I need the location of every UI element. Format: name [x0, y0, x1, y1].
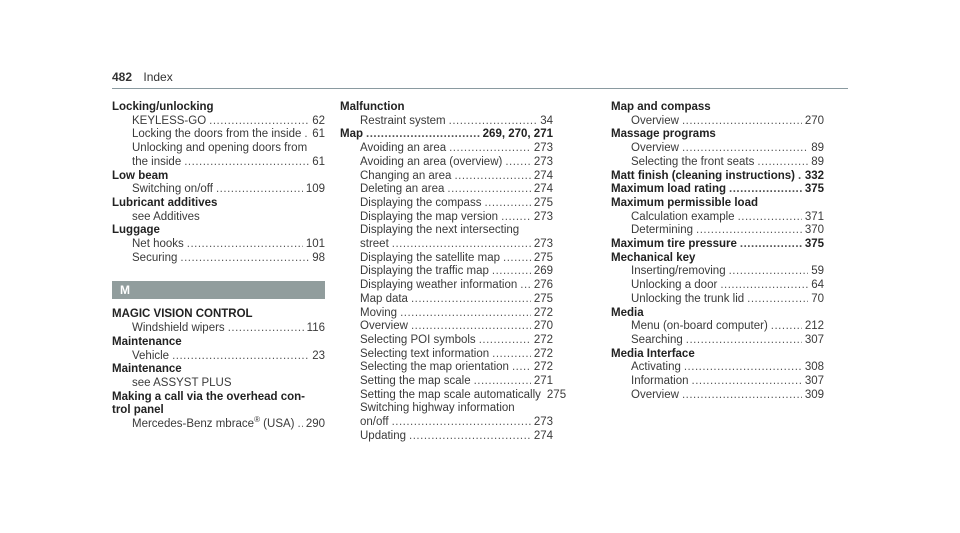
dot-leader [740, 238, 802, 252]
index-heading: Lubricant additives [112, 196, 218, 209]
index-column-2 [340, 101, 567, 444]
index-subentry [611, 142, 824, 156]
entry-text [360, 211, 498, 225]
dot-leader [228, 322, 304, 336]
page-reference: 116 [306, 322, 325, 335]
dot-leader [686, 334, 802, 348]
entry-label: Locking the doors from the inside [132, 128, 302, 141]
dot-leader [520, 279, 531, 293]
entry-label: Inserting/removing [631, 265, 726, 278]
entry-label: Changing an area [360, 169, 452, 182]
entry-text [631, 142, 679, 156]
index-subentry [340, 197, 553, 211]
index-subentry [611, 293, 824, 307]
index-see-reference: see Additives [132, 210, 200, 223]
dot-leader [447, 183, 530, 197]
dot-leader [400, 307, 531, 321]
entry-text [360, 334, 476, 348]
index-subentry [340, 361, 553, 375]
entry-label: Overview [631, 142, 679, 155]
dot-leader [738, 211, 802, 225]
page-reference: 275 [546, 388, 567, 401]
entry-label: Selecting the map orientation [360, 361, 509, 374]
page-reference: 274 [533, 169, 553, 182]
entry-text [360, 156, 502, 170]
index-subentry [611, 224, 824, 238]
index-subentry [112, 115, 325, 129]
page-reference: 290 [305, 418, 325, 431]
entry-label: Map [340, 128, 363, 141]
page-reference: 272 [533, 347, 553, 360]
page-reference: 70 [811, 292, 824, 305]
dot-leader [454, 170, 530, 184]
page-reference: 61 [312, 155, 325, 168]
index-subentry [340, 170, 553, 184]
page-reference: 270 [804, 114, 824, 127]
entry-label: Map data [360, 292, 408, 305]
entry-text [360, 320, 408, 334]
page-reference: 275 [533, 251, 553, 264]
index-heading: Maintenance [112, 335, 182, 348]
entry-label: Restraint system [360, 114, 446, 127]
entry-text [631, 334, 683, 348]
page-reference: 273 [533, 238, 553, 251]
entry-label: Avoiding an area [360, 142, 447, 155]
entry-label: KEYLESS-GO [132, 114, 207, 127]
page-reference: 271 [533, 375, 553, 388]
entry-text [631, 211, 735, 225]
page-reference: 269, 270, 271 [482, 128, 553, 141]
index-heading: Making a call via the overhead con- [112, 390, 306, 403]
entry-text [360, 197, 481, 211]
entry-text [132, 322, 225, 336]
page-reference: 23 [312, 349, 325, 362]
entry-label: Unlocking a door [631, 279, 718, 292]
entry-text [360, 142, 446, 156]
index-subentry [340, 279, 553, 293]
entry-label: Determining [631, 224, 693, 237]
entry-text [132, 252, 177, 266]
page-reference: 272 [533, 333, 553, 346]
index-subentry-text: Unlocking and opening doors from [132, 142, 308, 155]
index-heading: Media [611, 306, 644, 319]
page-reference: 309 [804, 388, 824, 401]
section-letter-bar: M [112, 281, 325, 299]
dot-leader [409, 430, 531, 444]
index-subentry [112, 322, 325, 336]
entry-text [360, 279, 517, 293]
entry-label: Moving [360, 306, 398, 319]
entry-text [631, 156, 754, 170]
entry-text [631, 279, 717, 293]
entry-label: Windshield wipers [132, 322, 225, 335]
page-reference: 275 [533, 292, 553, 305]
entry-label: Displaying weather information [360, 279, 518, 292]
entry-label: Setting the map scale automatically [360, 388, 541, 401]
index-subentry [112, 350, 325, 364]
entry-label: Setting the map scale [360, 375, 471, 388]
page-reference: 212 [804, 320, 824, 333]
page-reference: 272 [533, 361, 553, 374]
entry-text [631, 375, 689, 389]
entry-text [360, 416, 389, 430]
entry-label: Overview [631, 114, 679, 127]
index-subentry [340, 115, 553, 129]
entry-label: Vehicle [132, 349, 170, 362]
index-subentry [340, 334, 553, 348]
entry-label: the inside [132, 155, 182, 168]
entry-label: Overview [631, 388, 679, 401]
page-reference: 64 [811, 279, 824, 292]
entry-text [360, 389, 541, 403]
dot-leader [729, 265, 809, 279]
page-header [112, 70, 173, 84]
entry-text [631, 115, 679, 129]
dot-leader [479, 334, 531, 348]
entry-text [360, 348, 489, 362]
entry-text [631, 361, 681, 375]
dot-leader [503, 252, 531, 266]
index-subentry [112, 128, 325, 142]
index-subentry [340, 211, 553, 225]
entry-label: Unlocking the trunk lid [631, 292, 745, 305]
page-reference: 371 [804, 210, 824, 223]
page-reference: 307 [804, 333, 824, 346]
entry-label: Maximum load rating [611, 183, 727, 196]
entry-text [132, 156, 181, 170]
dot-leader [411, 293, 531, 307]
index-subentry [340, 238, 553, 252]
entry-label: Mercedes-Benz mbrace [132, 418, 255, 431]
index-subentry [340, 252, 553, 266]
dot-leader [209, 115, 309, 129]
page-reference: 89 [811, 142, 824, 155]
index-subentry [611, 156, 824, 170]
index-column-1 [112, 101, 325, 432]
entry-label: Securing [132, 251, 178, 264]
dot-leader [492, 265, 531, 279]
entry-label: Selecting POI symbols [360, 333, 476, 346]
dot-leader [172, 350, 309, 364]
dot-leader [682, 115, 802, 129]
index-subentry [340, 265, 553, 279]
page-reference: 275 [533, 196, 553, 209]
entry-text [631, 320, 768, 334]
entry-label: Information [631, 375, 689, 388]
dot-leader [720, 279, 808, 293]
entry-text [611, 183, 726, 197]
entry-label: Calculation example [631, 210, 735, 223]
index-subentry [340, 416, 553, 430]
entry-text [611, 170, 795, 184]
header-divider [112, 88, 848, 89]
page-reference: 89 [811, 155, 824, 168]
page-reference: 273 [533, 416, 553, 429]
index-see-reference: see ASSYST PLUS [132, 376, 232, 389]
entry-label-suffix: (USA) [259, 418, 295, 431]
page-reference: 370 [804, 224, 824, 237]
entry-label: Activating [631, 361, 681, 374]
index-heading: Media Interface [611, 347, 695, 360]
entry-label: Selecting the front seats [631, 155, 755, 168]
page-reference: 270 [533, 320, 553, 333]
entry-text [611, 238, 737, 252]
index-subentry [340, 430, 553, 444]
index-subentry [611, 279, 824, 293]
dot-leader [474, 375, 531, 389]
index-subentry [340, 142, 553, 156]
dot-leader [297, 418, 302, 432]
dot-leader [366, 128, 480, 142]
index-column-3 [611, 101, 824, 402]
dot-leader [505, 156, 530, 170]
dot-leader [682, 389, 802, 403]
page-reference: 375 [804, 238, 824, 251]
index-heading: MAGIC VISION CONTROL [112, 308, 253, 321]
entry-label: Displaying the compass [360, 196, 482, 209]
dot-leader [696, 224, 802, 238]
dot-leader [729, 183, 802, 197]
index-subentry [611, 320, 824, 334]
dot-leader [392, 238, 531, 252]
entry-label: Maximum tire pressure [611, 238, 737, 251]
page-reference: 34 [540, 114, 553, 127]
dot-leader [449, 115, 538, 129]
page-reference: 274 [533, 183, 553, 196]
index-heading-with-page [611, 170, 824, 184]
index-heading: Low beam [112, 169, 169, 182]
entry-label: Displaying the traffic map [360, 265, 489, 278]
dot-leader [492, 348, 531, 362]
index-subentry [611, 211, 824, 225]
index-subentry [611, 375, 824, 389]
page-reference: 272 [533, 306, 553, 319]
dot-leader [501, 211, 531, 225]
page-section-title: Index [143, 70, 173, 84]
index-subentry [112, 183, 325, 197]
entry-label: Menu (on-board computer) [631, 320, 768, 333]
entry-text [631, 265, 726, 279]
entry-label: street [360, 238, 389, 251]
index-subentry [340, 375, 553, 389]
index-subentry [112, 238, 325, 252]
index-heading: Locking/unlocking [112, 101, 214, 113]
page-reference: 276 [533, 279, 553, 292]
page-reference: 101 [305, 238, 325, 251]
index-subentry [611, 361, 824, 375]
index-heading: Mechanical key [611, 251, 696, 264]
dot-leader [682, 142, 808, 156]
page-reference: 375 [804, 183, 824, 196]
index-subentry [340, 156, 553, 170]
page-reference: 273 [533, 142, 553, 155]
index-subentry [112, 252, 325, 266]
dot-leader [757, 156, 808, 170]
entry-text [340, 128, 363, 142]
entry-label: Matt finish (cleaning instructions) [611, 169, 796, 182]
page-reference: 332 [804, 169, 824, 182]
entry-label: Avoiding an area (overview) [360, 155, 503, 168]
page-reference: 274 [533, 429, 553, 442]
entry-text [360, 430, 406, 444]
page-reference: 307 [804, 375, 824, 388]
index-heading-with-page [611, 238, 824, 252]
entry-text [360, 252, 500, 266]
entry-label: Displaying the map version [360, 210, 499, 223]
entry-text [631, 224, 693, 238]
page-reference: 308 [804, 361, 824, 374]
entry-label: Selecting text information [360, 347, 490, 360]
index-heading: Map and compass [611, 101, 711, 113]
index-heading-with-page [340, 128, 553, 142]
page-reference: 59 [811, 265, 824, 278]
dot-leader [180, 252, 309, 266]
entry-label: on/off [360, 416, 389, 429]
entry-label: Net hooks [132, 238, 184, 251]
index-subentry [112, 156, 325, 170]
dot-leader [771, 320, 802, 334]
page-reference: 269 [533, 265, 553, 278]
dot-leader [184, 156, 309, 170]
entry-label: Updating [360, 429, 407, 442]
dot-leader [747, 293, 808, 307]
index-heading: Massage programs [611, 128, 716, 141]
page-reference: 273 [533, 155, 553, 168]
index-heading: Luggage [112, 224, 160, 237]
index-subentry [611, 389, 824, 403]
dot-leader [216, 183, 303, 197]
entry-text [360, 361, 509, 375]
entry-label: Overview [360, 320, 408, 333]
entry-text [360, 170, 451, 184]
dot-leader [449, 142, 531, 156]
page-reference: 273 [533, 210, 553, 223]
index-subentry [340, 388, 567, 403]
dot-leader [304, 128, 309, 142]
dot-leader [392, 416, 531, 430]
index-heading: Malfunction [340, 101, 405, 113]
entry-text [360, 293, 408, 307]
page-reference: 98 [312, 251, 325, 264]
entry-text [360, 183, 444, 197]
entry-text [132, 115, 206, 129]
entry-text [360, 238, 389, 252]
page-number: 482 [112, 70, 133, 84]
entry-label: Switching on/off [132, 183, 213, 196]
index-heading-with-page [611, 183, 824, 197]
index-subentry [340, 320, 553, 334]
dot-leader [798, 170, 802, 184]
index-heading: trol panel [112, 404, 164, 417]
entry-text [132, 238, 184, 252]
entry-text [132, 350, 169, 364]
page-reference: 62 [312, 114, 325, 127]
dot-leader [692, 375, 802, 389]
index-subentry [340, 348, 553, 362]
dot-leader [187, 238, 303, 252]
entry-text [360, 307, 397, 321]
dot-leader [512, 361, 531, 375]
entry-text [132, 128, 301, 142]
index-heading: Maintenance [112, 363, 182, 376]
page-reference: 61 [312, 128, 325, 141]
index-subentry [112, 415, 325, 432]
index-subentry [340, 293, 553, 307]
entry-text [360, 115, 446, 129]
index-subentry-text: Displaying the next intersecting [360, 224, 520, 237]
entry-text [631, 293, 744, 307]
entry-text [360, 265, 489, 279]
entry-text [360, 375, 471, 389]
entry-text [132, 183, 213, 197]
index-subentry [611, 334, 824, 348]
index-subentry-text: Switching highway information [360, 402, 515, 415]
index-subentry [611, 115, 824, 129]
index-subentry [340, 307, 553, 321]
index-subentry [340, 183, 553, 197]
index-heading: Maximum permissible load [611, 196, 758, 209]
dot-leader [484, 197, 530, 211]
registered-mark: ® [254, 415, 260, 425]
dot-leader [684, 361, 802, 375]
entry-text [631, 389, 679, 403]
dot-leader [411, 320, 531, 334]
entry-label: Deleting an area [360, 183, 445, 196]
index-subentry [611, 265, 824, 279]
entry-text [132, 415, 295, 432]
entry-label: Displaying the satellite map [360, 251, 500, 264]
entry-label: Searching [631, 333, 683, 346]
page-reference: 109 [305, 183, 325, 196]
